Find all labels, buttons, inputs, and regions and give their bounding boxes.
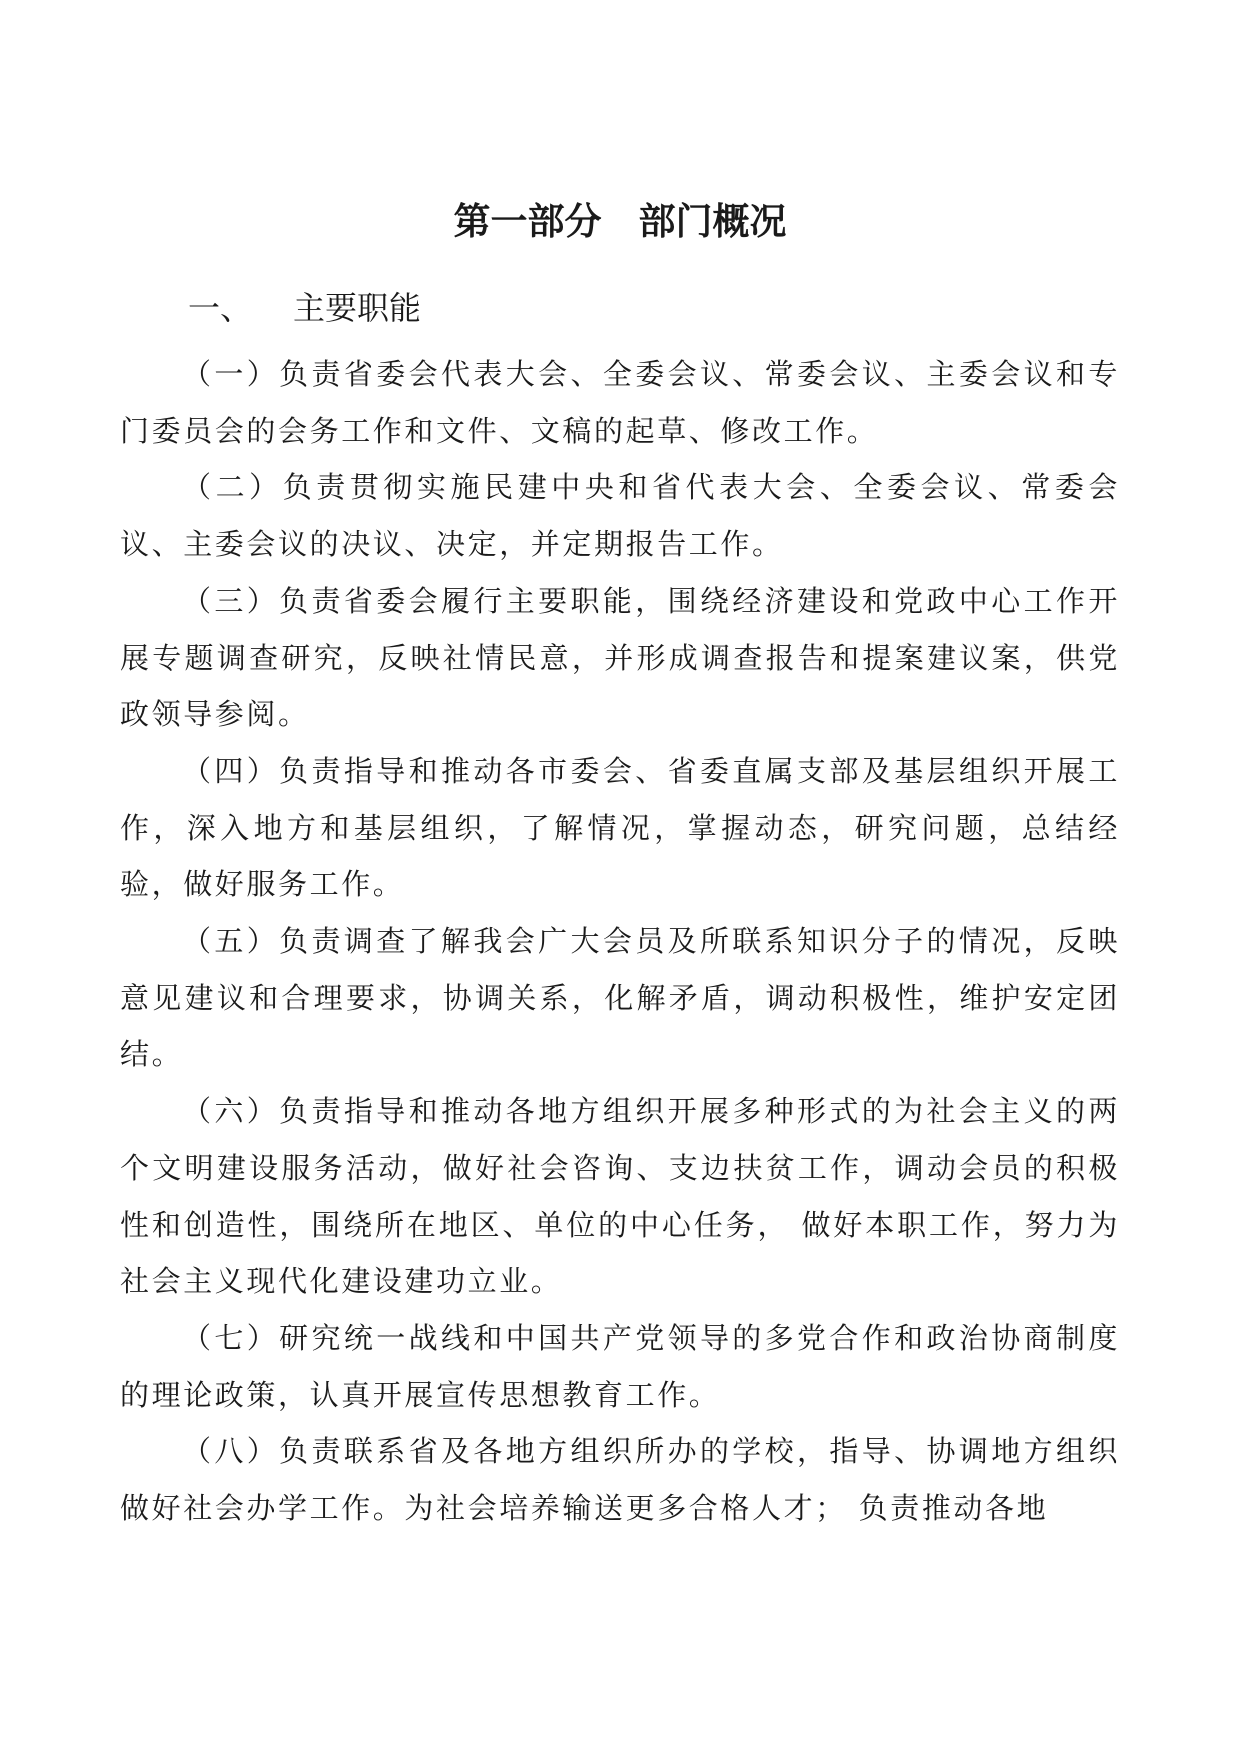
- paragraph-1: （一）负责省委会代表大会、全委会议、常委会议、主委会议和专门委员会的会务工作和文件、文稿的起草、修改工作。: [120, 357, 1120, 448]
- paragraph-8: （八）负责联系省及各地方组织所办的学校，指导、协调地方组织做好社会办学工作。为社会培养输送更多合格人才； 负责推动各地: [120, 1434, 1120, 1526]
- paragraph-5: （五）负责调查了解我会广大会员及所联系知识分子的情况，反映意见建议和合理要求，协调关系，化解矛盾，调动积极性，维护安定团结。: [120, 924, 1120, 1072]
- paragraph-4: （四）负责指导和推动各市委会、省委直属支部及基层组织开展工作，深入地方和基层组织，了解情况，掌握动态，研究问题，总结经验，做好服务工作。: [120, 753, 1120, 902]
- paragraph-2: （二）负责贯彻实施民建中央和省代表大会、全委会议、常委会议、主委会议的决议、决定，并定期报告工作。: [120, 470, 1120, 562]
- paragraph-7: （七）研究统一战线和中国共产党领导的多党合作和政治协商制度的理论政策，认真开展宣传思想教育工作。: [120, 1320, 1120, 1412]
- page-title: 第一部分 部门概况: [453, 199, 787, 243]
- body-text: [120, 346, 1120, 1537]
- paragraph-3: （三）负责省委会履行主要职能，围绕经济建设和党政中心工作开展专题调查研究，反映社情民意，并形成调查报告和提案建议案，供党政领导参阅。: [120, 583, 1120, 732]
- section-number: 一、: [188, 289, 253, 327]
- section-heading: [188, 286, 421, 330]
- section-title: 主要职能: [293, 289, 422, 327]
- paragraph-6: （六）负责指导和推动各地方组织开展多种形式的为社会主义的两个文明建设服务活动，做好社会咨询、支边扶贫工作，调动会员的积极性和创造性，围绕所在地区、单位的中心任务， 做好本职工作，努力为社会主义现代化建设建功立业。: [120, 1094, 1120, 1299]
